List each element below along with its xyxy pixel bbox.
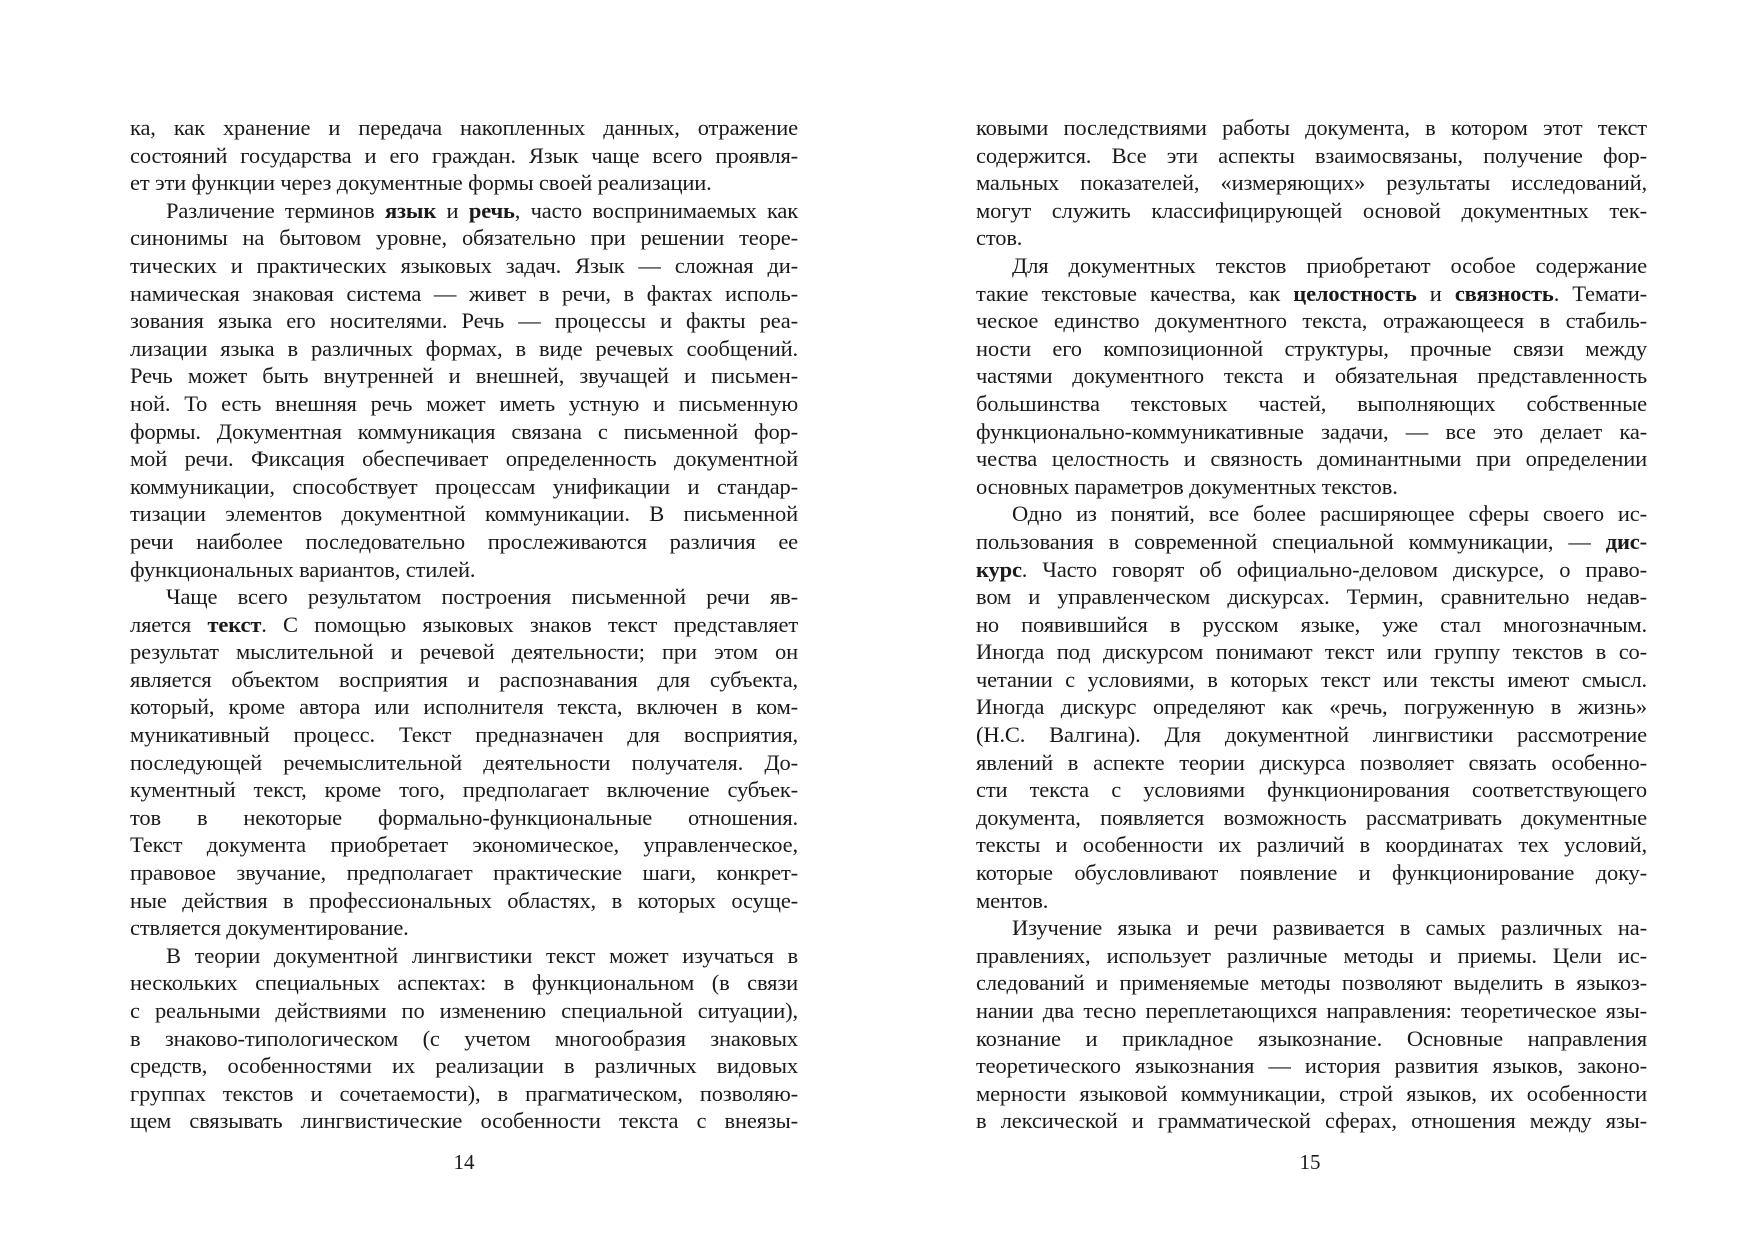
right-page-text (976, 114, 1647, 1135)
text-run: Иногда дискурс определяют как «речь, погруженную в жизнь» (976, 694, 1647, 720)
text-line (976, 831, 1647, 859)
text-run: группах текстов и сочетаемости), в прагматическом, позволяю- (130, 1080, 798, 1106)
text-line (130, 224, 798, 252)
text-run: основных параметров документных текстов. (976, 473, 1398, 499)
text-line (130, 280, 798, 308)
text-line (976, 997, 1647, 1025)
text-run: такие текстовые качества, как (976, 280, 1294, 306)
text-line (976, 335, 1647, 363)
text-line (976, 804, 1647, 832)
page-number-left: 14 (453, 1150, 475, 1174)
text-run: которые обусловливают появление и функционирование доку- (976, 860, 1647, 886)
text-run: ные действия в профессиональных областях, в которых осуще- (130, 887, 798, 913)
text-run: функционально-коммуникативные задачи, — все это делает ка- (976, 418, 1647, 444)
text-run: ка, как хранение и передача накопленных данных, отражение (130, 115, 798, 140)
text-line (976, 1107, 1647, 1135)
text-line (130, 831, 798, 859)
text-line (976, 969, 1647, 997)
text-run: ной. То есть внешняя речь может иметь устную и письменную (130, 390, 798, 416)
text-line (976, 1025, 1647, 1053)
text-run: тексты и особенности их различий в координатах тех условий, (976, 832, 1647, 858)
text-run: Иногда под дискурсом понимают текст или группу текстов в со- (976, 639, 1647, 665)
text-line (130, 969, 798, 997)
text-line (976, 887, 1647, 915)
text-line (130, 390, 798, 418)
text-line (130, 169, 798, 197)
text-run: лизации языка в различных формах, в виде речевых сообщений. (130, 335, 798, 361)
text-run: синонимы на бытовом уровне, обязательно при решении теоре- (130, 225, 798, 251)
text-run: состояний государства и его граждан. Язык чаще всего проявля- (130, 142, 798, 168)
text-run: который, кроме автора или исполнителя текста, включен в ком- (130, 694, 798, 720)
text-line (130, 666, 798, 694)
text-run: мой речи. Фиксация обеспечивает определенность документной (130, 446, 798, 472)
text-line (130, 556, 798, 584)
text-run: . Темати- (1553, 280, 1647, 306)
text-line (976, 859, 1647, 887)
text-run: с реальными действиями по изменению специальной ситуации), (130, 998, 798, 1023)
text-run: муникативный процесс. Текст предназначен для восприятия, (130, 722, 798, 748)
text-line (130, 473, 798, 501)
text-line (976, 611, 1647, 639)
text-line (976, 114, 1647, 142)
text-line (976, 500, 1647, 528)
text-line (976, 1052, 1647, 1080)
text-line (130, 749, 798, 777)
text-run: могут служить классифицирующей основой документных тек- (976, 197, 1647, 223)
text-line (130, 114, 798, 142)
text-line (130, 997, 798, 1025)
text-run: кументный текст, кроме того, предполагает включение субъек- (130, 777, 798, 803)
text-line (130, 418, 798, 446)
text-line (130, 583, 798, 611)
text-run: в лексической и грамматической сферах, отношения между язы- (976, 1108, 1647, 1134)
bold-term: речь (468, 197, 515, 223)
bold-term: целостность (1293, 280, 1417, 306)
text-line (976, 556, 1647, 584)
text-run: вом и управленческом дискурсах. Термин, сравнительно недав- (976, 584, 1647, 610)
text-run: ет эти функции через документные формы своей реализации. (130, 170, 712, 196)
bold-term: связность (1454, 280, 1554, 306)
text-line (130, 307, 798, 335)
text-run: . Часто говорят об официально-деловом дискурсе, о право- (1021, 556, 1647, 582)
bold-term: дис- (1605, 528, 1647, 554)
text-line (130, 611, 798, 639)
text-line (976, 721, 1647, 749)
text-line (130, 942, 798, 970)
text-line (976, 666, 1647, 694)
text-line (976, 942, 1647, 970)
text-run: речи наиболее последовательно прослеживаются различия ее (130, 528, 798, 554)
text-line (130, 721, 798, 749)
text-line (976, 693, 1647, 721)
text-line (130, 197, 798, 225)
text-run: функциональных вариантов, стилей. (130, 556, 476, 582)
text-line (130, 252, 798, 280)
text-run: тизации элементов документной коммуникации. В письменной (130, 501, 798, 527)
text-line (976, 776, 1647, 804)
text-line (130, 1025, 798, 1053)
text-run: (Н.С. Валгина). Для документной лингвистики рассмотрение (976, 722, 1647, 748)
left-page-text (130, 114, 798, 1135)
text-run: чества целостность и связность доминантными при определении (976, 446, 1647, 472)
text-run: стов. (976, 225, 1023, 251)
text-line (976, 362, 1647, 390)
text-run: ствляется документирование. (130, 915, 409, 941)
text-line (130, 638, 798, 666)
text-line (976, 445, 1647, 473)
text-run: большинства текстовых частей, выполняющих собственные (976, 390, 1647, 416)
text-run: частями документного текста и обязательная представленность (976, 363, 1647, 389)
text-run: тических и практических языковых задач. Язык — сложная ди- (130, 252, 798, 278)
text-line (130, 528, 798, 556)
text-run: , часто воспринимаемых как (514, 197, 799, 223)
text-line (976, 638, 1647, 666)
text-run: ментов. (976, 887, 1049, 913)
text-run: Текст документа приобретает экономическое, управленческое, (130, 832, 798, 858)
text-line (976, 749, 1647, 777)
text-line (976, 1080, 1647, 1108)
text-run: ности его композиционной структуры, прочные связи между (976, 335, 1647, 361)
text-line (976, 473, 1647, 501)
text-run: содержится. Все эти аспекты взаимосвязаны, получение фор- (976, 142, 1647, 168)
text-run: средств, особенностями их реализации в различных видовых (130, 1053, 798, 1079)
text-run: ляется (130, 611, 208, 637)
text-run: Одно из понятий, все более расширяющее сферы своего ис- (1012, 501, 1647, 527)
text-run: является объектом восприятия и распознавания для субъекта, (130, 666, 798, 692)
text-run: Изучение языка и речи развивается в самых различных на- (1012, 915, 1647, 941)
text-line (130, 500, 798, 528)
text-line (130, 804, 798, 832)
text-line (976, 169, 1647, 197)
text-line (130, 859, 798, 887)
text-line (976, 583, 1647, 611)
text-line (976, 252, 1647, 280)
text-run: и (436, 197, 469, 223)
text-line (976, 280, 1647, 308)
text-line (130, 693, 798, 721)
text-line (130, 1052, 798, 1080)
text-run: сти текста с условиями функционирования соответствующего (976, 777, 1647, 803)
text-line (976, 390, 1647, 418)
text-line (130, 776, 798, 804)
text-run: правовое звучание, предполагает практические шаги, конкрет- (130, 860, 798, 886)
text-run: зования языка его носителями. Речь — процессы и факты реа- (130, 308, 798, 334)
text-line (130, 335, 798, 363)
bold-term: текст (207, 611, 262, 637)
text-run: Чаще всего результатом построения письменной речи яв- (166, 584, 798, 610)
bold-term: курс (976, 556, 1022, 582)
text-line (130, 1080, 798, 1108)
text-line (130, 445, 798, 473)
text-run: мальных показателей, «измеряющих» результаты исследований, (976, 170, 1647, 196)
text-line (976, 914, 1647, 942)
text-run: . С помощью языковых знаков текст представляет (261, 611, 798, 637)
text-line (130, 914, 798, 942)
text-line (976, 528, 1647, 556)
text-run: документа, появляется возможность рассматривать документные (976, 804, 1647, 830)
text-line (130, 142, 798, 170)
text-run: явлений в аспекте теории дискурса позволяет связать особенно- (976, 749, 1647, 775)
text-run: тов в некоторые формально-функциональные отношения. (130, 804, 798, 830)
text-line (130, 362, 798, 390)
text-run: формы. Документная коммуникация связана с письменной фор- (130, 418, 798, 444)
text-run: Различение терминов (166, 197, 386, 223)
text-run: последующей речемыслительной деятельности получателя. До- (130, 749, 798, 775)
text-run: в знаково-типологическом (с учетом многообразия знаковых (130, 1025, 798, 1051)
text-run: правлениях, использует различные методы и приемы. Цели ис- (976, 942, 1647, 968)
bold-term: язык (385, 197, 437, 223)
text-run: щем связывать лингвистические особенности текста с внеязы- (130, 1108, 798, 1134)
text-run: ковыми последствиями работы документа, в котором этот текст (976, 115, 1647, 140)
text-run: но появившийся в русском языке, уже стал многозначным. (976, 611, 1647, 637)
text-run: Для документных текстов приобретают особое содержание (1012, 252, 1647, 278)
text-line (976, 224, 1647, 252)
text-run: результат мыслительной и речевой деятельности; при этом он (130, 639, 798, 665)
page-number-right: 15 (1299, 1150, 1321, 1174)
text-run: намическая знаковая система — живет в речи, в фактах исполь- (130, 280, 798, 306)
text-run: нании два тесно переплетающихся направления: теоретическое язы- (976, 998, 1647, 1023)
text-run: мерности языковой коммуникации, строй языков, их особенности (976, 1080, 1647, 1106)
text-run: четании с условиями, в которых текст или тексты имеют смысл. (976, 666, 1647, 692)
text-run: коммуникации, способствует процессам унификации и стандар- (130, 473, 798, 499)
text-run: пользования в современной специальной коммуникации, — (976, 528, 1606, 554)
text-run: ческое единство документного текста, отражающееся в стабиль- (976, 308, 1647, 334)
text-line (130, 887, 798, 915)
text-run: следований и применяемые методы позволяют выделить в языкоз- (976, 970, 1647, 996)
text-line (976, 142, 1647, 170)
text-run: и (1416, 280, 1455, 306)
text-line (976, 307, 1647, 335)
text-line (130, 1107, 798, 1135)
text-line (976, 418, 1647, 446)
text-line (976, 197, 1647, 225)
text-run: теоретического языкознания — история развития языков, законо- (976, 1053, 1647, 1079)
text-run: В теории документной лингвистики текст может изучаться в (166, 942, 798, 968)
text-run: кознание и прикладное языкознание. Основные направления (976, 1025, 1647, 1051)
text-run: нескольких специальных аспектах: в функциональном (в связи (130, 970, 798, 996)
text-run: Речь может быть внутренней и внешней, звучащей и письмен- (130, 363, 798, 389)
